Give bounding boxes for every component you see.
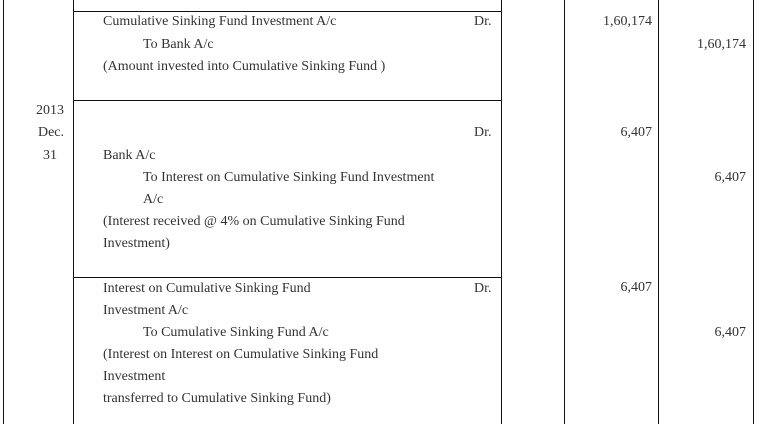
credit-account-line2: A/c — [143, 192, 164, 207]
column-divider-date — [73, 0, 74, 424]
debit-account-line2: Investment A/c — [103, 303, 189, 318]
narration-line1: (Interest received @ 4% on Cumulative Sinking Fund — [103, 214, 405, 229]
debit-amount: 6,407 — [620, 125, 652, 140]
date-month: Dec. — [37, 125, 64, 140]
credit-amount: 6,407 — [714, 170, 746, 185]
debit-account-line1: Interest on Cumulative Sinking Fund — [103, 281, 311, 296]
row-divider-2 — [73, 100, 501, 101]
credit-amount: 1,60,174 — [697, 37, 746, 52]
narration-line2: Investment — [103, 369, 166, 384]
credit-account: To Bank A/c — [143, 37, 214, 52]
narration-line1: (Interest on Interest on Cumulative Sinking Fund — [103, 347, 379, 362]
narration-line2: Investment) — [103, 236, 170, 251]
narration-line3: transferred to Cumulative Sinking Fund) — [103, 391, 331, 406]
narration: (Amount invested into Cumulative Sinking Fund ) — [103, 59, 386, 74]
date-year: 2013 — [36, 103, 64, 118]
column-divider-debit — [658, 0, 659, 424]
dr-marker: Dr. — [474, 14, 492, 29]
debit-amount: 1,60,174 — [603, 14, 652, 29]
credit-account: To Cumulative Sinking Fund A/c — [143, 325, 329, 340]
credit-account-line1: To Interest on Cumulative Sinking Fund Investment — [143, 170, 435, 185]
debit-account: Bank A/c — [103, 148, 156, 163]
dr-marker: Dr. — [474, 125, 492, 140]
column-divider-lf — [564, 0, 565, 424]
date-day: 31 — [43, 148, 57, 163]
dr-marker: Dr. — [474, 281, 492, 296]
debit-account: Cumulative Sinking Fund Investment A/c — [103, 14, 337, 29]
debit-amount: 6,407 — [620, 280, 652, 295]
table-border-right — [753, 0, 754, 424]
credit-amount: 6,407 — [714, 325, 746, 340]
column-divider-particulars — [501, 0, 502, 424]
table-border-left — [3, 0, 4, 424]
